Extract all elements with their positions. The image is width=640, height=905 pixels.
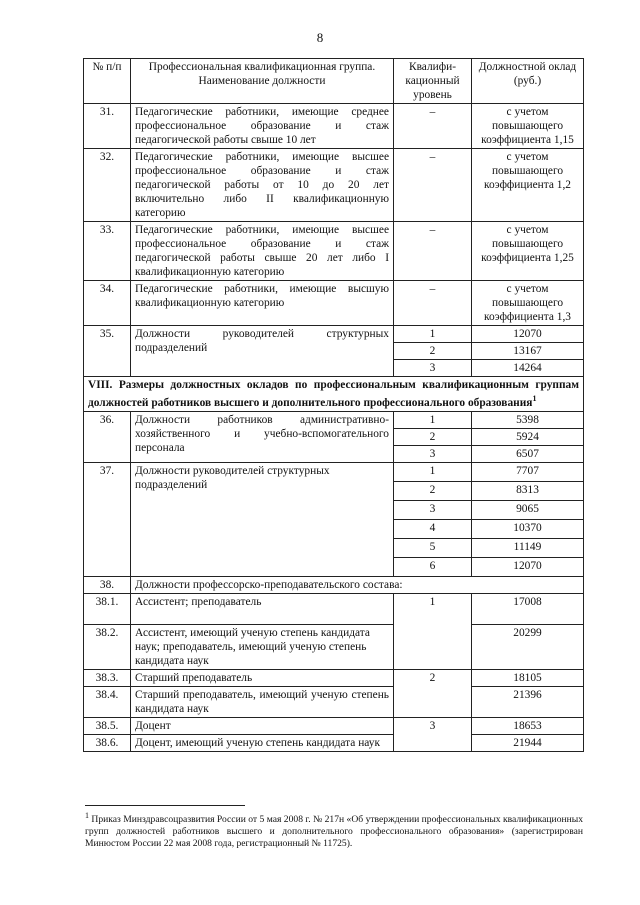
row-position: Доцент — [131, 717, 394, 734]
row-level: 2 — [394, 343, 472, 360]
row-level: – — [394, 149, 472, 222]
row-salary: с учетом повышающего коэффициента 1,25 — [472, 222, 584, 281]
table-row — [84, 222, 584, 281]
row-level: – — [394, 222, 472, 281]
row-salary: с учетом повышающего коэффициента 1,3 — [472, 281, 584, 326]
table-row — [84, 734, 584, 751]
section-title: VIII. Размеры должностных окладов по профессиональным квалификационным группам должностей работников высшего и дополнительного профессионального образования — [88, 379, 579, 409]
row-level: 1 — [394, 462, 472, 481]
row-number: 31. — [84, 104, 131, 149]
row-salary: 6507 — [472, 445, 584, 462]
row-number: 38. — [84, 576, 131, 593]
table-row — [84, 326, 584, 343]
footnote-text: Приказ Минздравсоцразвития России от 5 мая 2008 г. № 217н «Об утверждении профессиональных квалификационных групп должностей работников высшего и дополнительного профессионального образования» (зарегистрирован Минюстом России 22 мая 2008 года, регистрационный № 11725). — [85, 814, 584, 850]
header-group — [131, 59, 394, 104]
row-number: 38.6. — [84, 734, 131, 751]
header-group-line2: Наименование должности — [198, 75, 326, 87]
row-salary: 18653 — [472, 717, 584, 734]
table-row — [84, 669, 584, 686]
row-number: 36. — [84, 411, 131, 462]
row-level: 3 — [394, 360, 472, 377]
row-salary: 12070 — [472, 326, 584, 343]
row-salary: 10370 — [472, 519, 584, 538]
row-number: 38.2. — [84, 624, 131, 669]
row-position: Ассистент; преподаватель — [131, 593, 394, 624]
table-row — [84, 717, 584, 734]
header-number: № п/п — [84, 59, 131, 104]
footnote-mark: 1 — [85, 811, 89, 820]
table-row — [84, 593, 584, 624]
row-position: Старший преподаватель — [131, 669, 394, 686]
table-row — [84, 104, 584, 149]
row-level: – — [394, 104, 472, 149]
row-salary: 14264 — [472, 360, 584, 377]
row-salary: 18105 — [472, 669, 584, 686]
row-salary: 11149 — [472, 538, 584, 557]
row-number: 38.3. — [84, 669, 131, 686]
row-salary: 9065 — [472, 500, 584, 519]
row-level: 3 — [394, 500, 472, 519]
row-number: 38.4. — [84, 686, 131, 717]
row-salary: 17008 — [472, 593, 584, 624]
row-salary: с учетом повышающего коэффициента 1,15 — [472, 104, 584, 149]
table-row — [84, 281, 584, 326]
row-position: Ассистент, имеющий ученую степень кандидата наук; преподаватель, имеющий ученую степень кандидата наук — [131, 624, 394, 669]
row-salary: 5398 — [472, 411, 584, 428]
row-level: 2 — [394, 669, 472, 717]
header-group-line1: Профессиональная квалификационная группа. — [148, 61, 376, 73]
salary-table — [83, 58, 584, 752]
row-position: Доцент, имеющий ученую степень кандидата наук — [131, 734, 394, 751]
row-level: 5 — [394, 538, 472, 557]
row-level: 4 — [394, 519, 472, 538]
row-level: – — [394, 281, 472, 326]
row-number: 35. — [84, 326, 131, 377]
table-row — [84, 149, 584, 222]
row-salary: 8313 — [472, 481, 584, 500]
row-level: 1 — [394, 593, 472, 669]
header-level: Квалифи-кационный уровень — [394, 59, 472, 104]
header-salary: Должностной оклад (руб.) — [472, 59, 584, 104]
row-level: 1 — [394, 326, 472, 343]
row-level: 2 — [394, 428, 472, 445]
footnote-reference: 1 — [532, 394, 537, 403]
row-number: 34. — [84, 281, 131, 326]
page-number: 8 — [316, 30, 324, 45]
footnote — [85, 810, 583, 850]
row-number: 37. — [84, 462, 131, 576]
section-heading — [84, 377, 584, 412]
row-number: 38.1. — [84, 593, 131, 624]
row-level: 2 — [394, 481, 472, 500]
row-salary: с учетом повышающего коэффициента 1,2 — [472, 149, 584, 222]
row-salary: 5924 — [472, 428, 584, 445]
row-salary: 21944 — [472, 734, 584, 751]
row-number: 33. — [84, 222, 131, 281]
table-row — [84, 411, 584, 428]
row-position: Старший преподаватель, имеющий ученую степень кандидата наук — [131, 686, 394, 717]
row-salary: 12070 — [472, 557, 584, 576]
row-number: 32. — [84, 149, 131, 222]
row-position: Должности профессорско-преподавательского состава: — [131, 576, 584, 593]
row-salary: 20299 — [472, 624, 584, 669]
table-row — [84, 686, 584, 717]
row-position: Педагогические работники, имеющие высшее профессиональное образование и стаж педагогической работы от 10 до 20 лет включительно либо II квалификационную категорию — [131, 149, 394, 222]
row-position: Педагогические работники, имеющие среднее профессиональное образование и стаж педагогической работы свыше 10 лет — [131, 104, 394, 149]
row-salary: 21396 — [472, 686, 584, 717]
row-level: 1 — [394, 411, 472, 428]
row-position: Должности работников административно-хозяйственного и учебно-вспомогательного персонала — [131, 411, 394, 462]
footnote-divider — [85, 805, 245, 806]
row-position: Должности руководителей структурных подразделений — [131, 326, 394, 377]
table-row — [84, 576, 584, 593]
table-header — [84, 59, 584, 104]
table-row — [84, 462, 584, 481]
row-salary: 13167 — [472, 343, 584, 360]
row-position: Педагогические работники, имеющие высшее профессиональное образование и стаж педагогической работы свыше 20 лет либо I квалификационную категорию — [131, 222, 394, 281]
row-position: Педагогические работники, имеющие высшую квалификационную категорию — [131, 281, 394, 326]
section-heading-row — [84, 377, 584, 412]
row-level: 3 — [394, 717, 472, 751]
row-number: 38.5. — [84, 717, 131, 734]
row-salary: 7707 — [472, 462, 584, 481]
row-position: Должности руководителей структурных подразделений — [131, 462, 394, 576]
row-level: 6 — [394, 557, 472, 576]
table-row — [84, 624, 584, 669]
row-level: 3 — [394, 445, 472, 462]
